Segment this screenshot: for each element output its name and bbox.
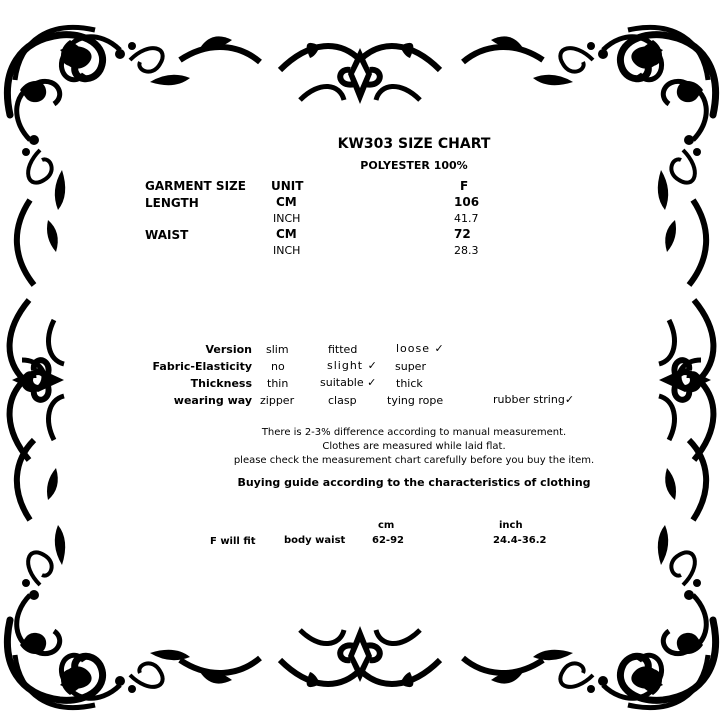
- attr-version-opt-fitted: fitted: [328, 343, 358, 356]
- row-length-unit-cm: CM: [276, 195, 297, 209]
- fit-range-cm: 62-92: [372, 535, 404, 546]
- attr-thickness-opt-suitable: suitable ✓: [320, 376, 377, 389]
- page-title: KW303 SIZE CHART: [337, 136, 491, 152]
- attr-elasticity-opt-super: super: [395, 360, 426, 373]
- attr-wearing-opt-clasp: clasp: [328, 394, 357, 407]
- attr-version-opt-slim: slim: [266, 343, 289, 356]
- attr-wearing-opt-rubber-string: rubber string✓: [493, 393, 575, 406]
- attr-elasticity-label: Fabric-Elasticity: [152, 360, 252, 373]
- row-length-unit-inch: INCH: [273, 212, 301, 225]
- fit-range-inch: 24.4-36.2: [493, 535, 547, 546]
- fit-row-label: F will fit: [210, 536, 256, 547]
- row-length-value-inch: 41.7: [454, 212, 479, 225]
- attr-version-opt-loose: loose ✓: [396, 342, 445, 355]
- header-size-f: F: [460, 179, 469, 193]
- attr-thickness-opt-thin: thin: [267, 377, 289, 390]
- note-difference: There is 2-3% difference according to manual measurement.: [261, 427, 567, 438]
- fit-header-inch: inch: [499, 520, 523, 531]
- row-length-value-cm: 106: [454, 195, 480, 209]
- buying-guide-title: Buying guide according to the characteristics of clothing: [237, 476, 591, 489]
- attr-version-label: Version: [205, 343, 252, 356]
- attr-thickness-opt-thick: thick: [396, 377, 423, 390]
- attr-elasticity-opt-slight: slight ✓: [327, 359, 378, 372]
- header-garment-size: GARMENT SIZE: [145, 179, 246, 193]
- row-waist-value-cm: 72: [454, 227, 471, 241]
- attr-wearing-opt-tying-rope: tying rope: [387, 394, 444, 407]
- row-waist-value-inch: 28.3: [454, 244, 479, 257]
- fit-header-cm: cm: [378, 520, 395, 531]
- note-check-chart: please check the measurement chart carefully before you buy the item.: [233, 455, 595, 466]
- row-waist-label: WAIST: [145, 228, 189, 242]
- row-waist-unit-inch: INCH: [273, 244, 301, 257]
- attr-wearing-way-label: wearing way: [173, 394, 252, 407]
- row-length-label: LENGTH: [145, 196, 199, 210]
- attr-elasticity-opt-no: no: [271, 360, 285, 373]
- row-waist-unit-cm: CM: [276, 227, 297, 241]
- fit-measure: body waist: [284, 535, 346, 546]
- attr-wearing-opt-zipper: zipper: [260, 394, 295, 407]
- attr-thickness-label: Thickness: [190, 377, 252, 390]
- header-unit: UNIT: [271, 179, 304, 193]
- fabric-label: POLYESTER 100%: [360, 159, 468, 172]
- note-laid-flat: Clothes are measured while laid flat.: [322, 441, 506, 452]
